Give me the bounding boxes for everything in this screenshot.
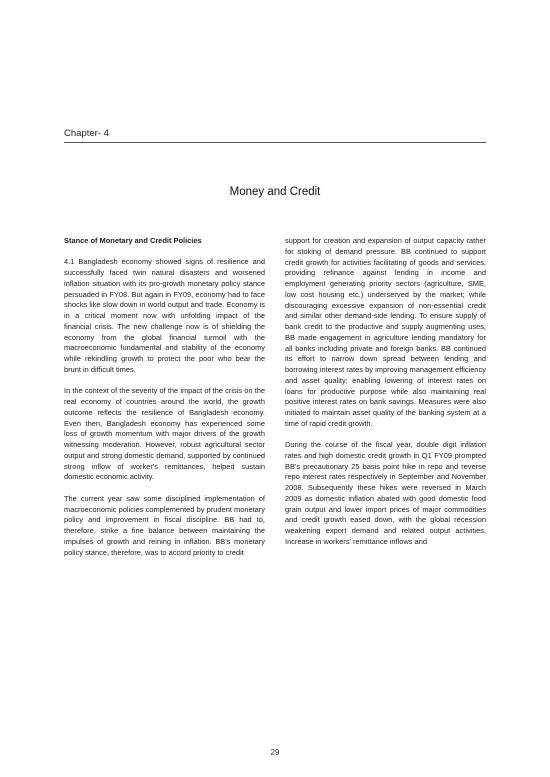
right-column — [285, 236, 486, 558]
page-title: Money and Credit — [229, 186, 321, 198]
section-heading: Stance of Monetary and Credit Policies — [64, 236, 202, 245]
header-rule — [64, 142, 486, 143]
left-column — [64, 236, 265, 569]
paragraph: support for creation and expansion of output capacity rather for stoking of demand pressure. BB continued to support credit growth for activities facilitating of goods and services, providing refinance against lending in income and employment generating priority sectors (agriculture, SME, low cost housing etc.) underserved by the market; while discouraging excessive expansion of non-essential credit and similar other demand-side lending. To ensure supply of bank credit to the productive and supply augmenting uses, BB made engagement in agriculture lending mandatory for all banks including private and foreign banks. BB continued its effort to narrow down spread between lending and borrowing interest rates by improving management efficiency and asset quality; enabling lowering of interest rates on loans for productive purpose while also maintaining real positive interest rates on bank savings. Measures were also initiated to maintain asset quality of the banking system at a time of rapid credit growth. — [285, 236, 486, 428]
paragraph: In the context of the severity of the impact of the crisis on the real economy of countries around the world, the growth outcome reflects the resilience of Bangladesh economy. Even then, Bangladesh economy has experienced some loss of growth momentum with major drivers of the growth witnessing moderation. However, robust agricultural sector output and strong domestic demand, supported by continued strong inflow of worker's remittances, helped sustain domestic economic activity. — [64, 386, 265, 482]
chapter-label: Chapter- 4 — [64, 128, 109, 139]
paragraph: During the course of the fiscal year, double digit inflation rates and high domestic credit growth in Q1 FY09 prompted BB's precautionary 25 basis point hike in repo and reverse repo interest rates respectively in September and November 2008. Subsequently these hikes were reversed in March 2009 as domestic inflation abated with good domestic food grain output and lower import prices of major commodities and credit growth eased down, with the global recession weakening export demand and related output activities. Increase in workers' remittance inflows and — [285, 440, 486, 546]
paragraph: The current year saw some disciplined implementation of macroeconomic policies complemented by prudent monetary policy and improvement in fiscal discipline. BB had to, therefore, strike a fine balance between maintaining the impulses of growth and reining in inflation. BB's monetary policy stance, therefore, was to accord priority to credit — [64, 493, 265, 557]
page-number: 29 — [270, 748, 280, 757]
paragraph: 4.1 Bangladesh economy showed signs of resilience and successfully faced twin natural disasters and worsened inflation situation with its pro-growth monetary policy stance persuaded in FY08. But again in FY09, economy had to face shocks like slow down in world output and trade. Economy is in a critical moment now with unfolding impact of the financial crisis. The new challenge now is of shielding the economy from the global financial turmoil with the macroeconomic fundamental and stability of the economy while rekindling growth to protect the poor who bear the brunt in difficult times. — [64, 257, 265, 374]
